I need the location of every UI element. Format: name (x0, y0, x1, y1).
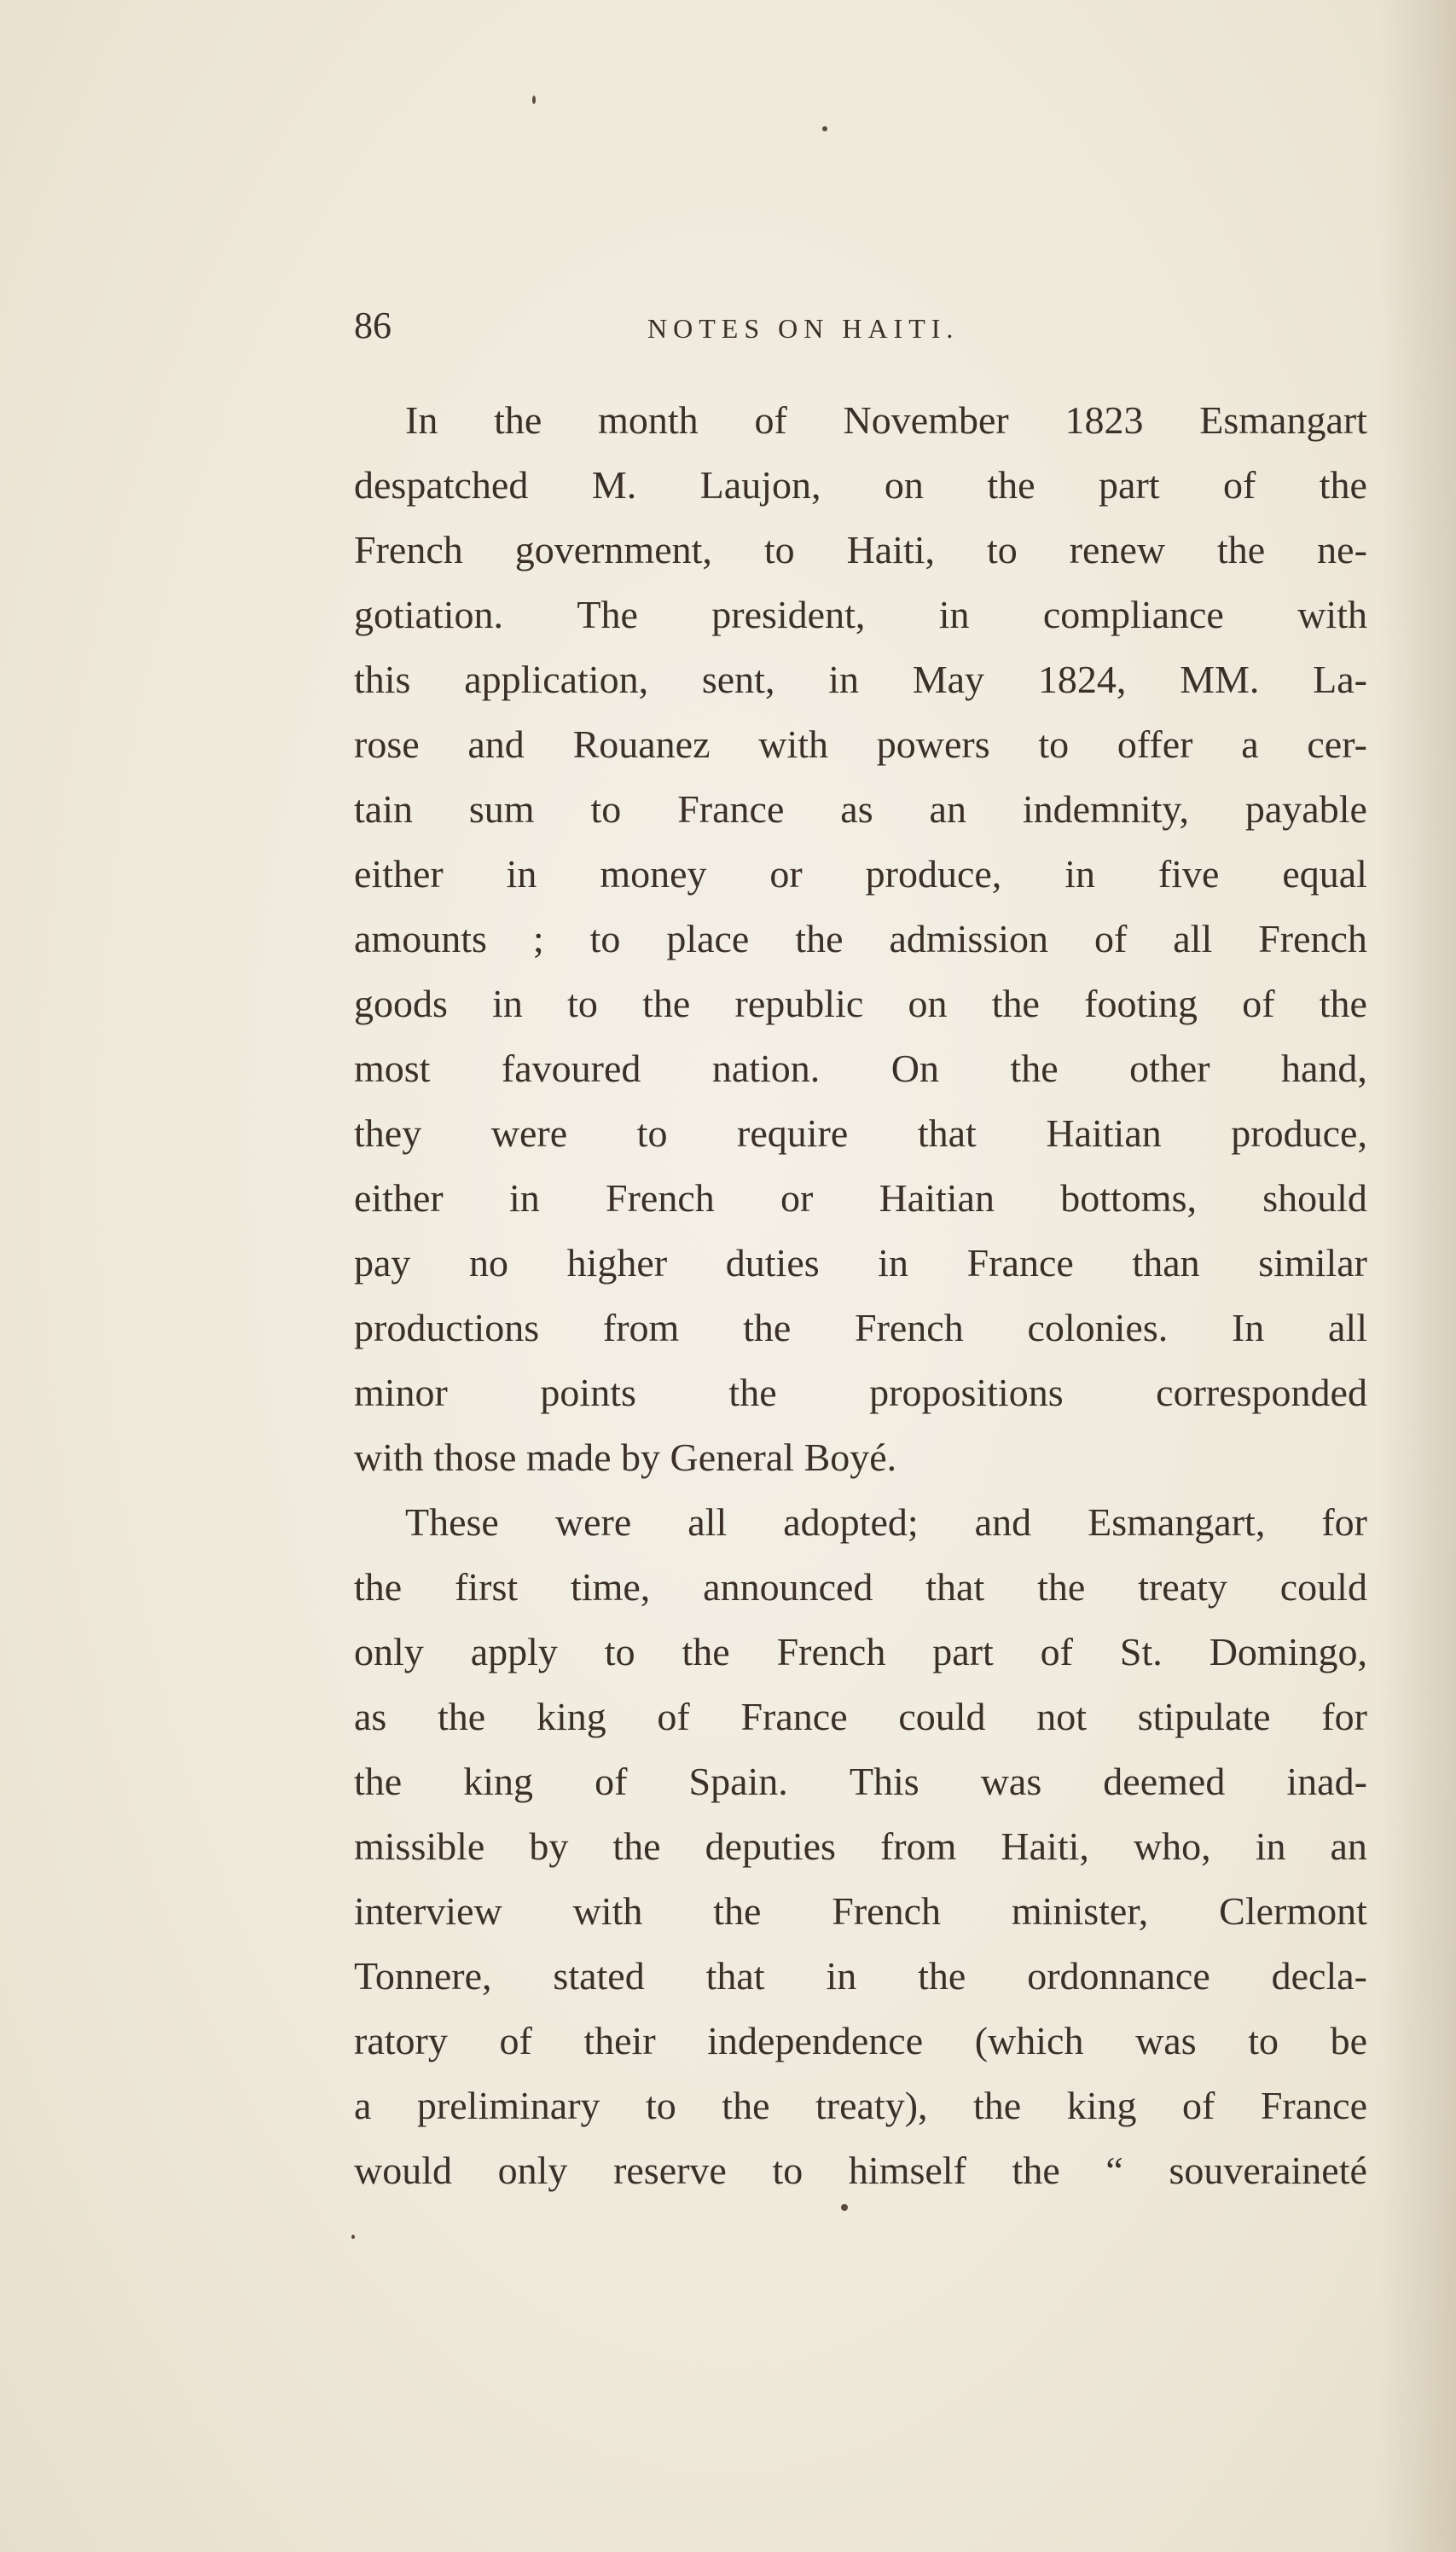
word: to (589, 917, 621, 960)
text-line (354, 518, 1367, 583)
word: himself (848, 2149, 966, 2192)
word: part (1099, 463, 1160, 507)
word: admission (889, 917, 1049, 960)
word: by (529, 1824, 569, 1868)
word: favoured (501, 1047, 641, 1090)
word: in (508, 1176, 540, 1220)
text-line (354, 1036, 1367, 1101)
word: who, (1133, 1824, 1211, 1868)
word: in (828, 658, 859, 701)
word: place (666, 917, 750, 960)
text-line (354, 1879, 1367, 1944)
running-head (354, 300, 1373, 351)
word: ratory (354, 2019, 448, 2062)
word: indemnity, (1022, 787, 1189, 831)
word: France (966, 1241, 1074, 1285)
word: their (583, 2019, 656, 2062)
word: higher (566, 1241, 668, 1285)
word: souveraineté (1169, 2149, 1367, 2192)
word: interview (354, 1889, 502, 1933)
word: the (1010, 1047, 1059, 1090)
running-title: NOTES ON HAITI. (647, 313, 960, 344)
word: French (854, 1306, 964, 1349)
word: from (602, 1306, 680, 1349)
word: a (354, 2084, 372, 2127)
word: in (1064, 852, 1095, 896)
word: to (1038, 722, 1070, 766)
word: only (497, 2149, 568, 2192)
word: that (917, 1111, 977, 1155)
word: for (1321, 1500, 1367, 1544)
word: of (1093, 917, 1128, 960)
word: produce, (1231, 1111, 1367, 1155)
word: treaty), (815, 2084, 928, 2127)
word: the (438, 1695, 486, 1738)
word: Rouanez (572, 722, 711, 766)
word: the (494, 398, 542, 442)
word: minister, (1011, 1889, 1149, 1933)
word: Clermont (1219, 1889, 1367, 1933)
word: offer (1117, 722, 1193, 766)
word: renew (1069, 528, 1166, 571)
word: On (890, 1047, 939, 1090)
word: reserve (613, 2149, 727, 2192)
word: to (567, 982, 598, 1025)
word: king (463, 1760, 534, 1803)
word: ; (532, 917, 544, 960)
word: month (598, 398, 699, 442)
word: powers (876, 722, 990, 766)
word: in (492, 982, 523, 1025)
word: not (1036, 1695, 1087, 1738)
word: require (737, 1111, 849, 1155)
word: goods (354, 982, 448, 1025)
word: MM. (1180, 658, 1260, 701)
text-line (354, 777, 1367, 842)
word: to (986, 528, 1018, 571)
word: nation. (711, 1047, 821, 1090)
word: money (600, 852, 707, 896)
word: sum (468, 787, 535, 831)
word: for (1321, 1695, 1367, 1738)
word: this (354, 658, 411, 701)
word: St. (1119, 1630, 1163, 1673)
word: to (604, 1630, 635, 1673)
word: the (612, 1824, 661, 1868)
word: pay (354, 1241, 411, 1285)
word: from (879, 1824, 957, 1868)
word: the (354, 1760, 403, 1803)
word: the (1319, 982, 1367, 1025)
word: Domingo, (1209, 1630, 1367, 1673)
word: other (1129, 1047, 1210, 1090)
word: a (1241, 722, 1259, 766)
word: deputies (705, 1824, 836, 1868)
word: 1823 (1064, 398, 1144, 442)
word: tain (354, 787, 413, 831)
text-line (354, 907, 1367, 972)
text-line (354, 1555, 1367, 1620)
word: as (840, 787, 873, 831)
word: November (843, 398, 1009, 442)
text-line (354, 1166, 1367, 1231)
text-line (354, 1101, 1367, 1166)
word: stated (553, 1954, 645, 1998)
word: the (991, 982, 1040, 1025)
body-text (354, 388, 1367, 2203)
word: In (405, 398, 438, 442)
word: was (980, 1760, 1042, 1803)
word: with (1297, 593, 1367, 636)
word: and (467, 722, 525, 766)
word: on (908, 982, 948, 1025)
word: to (772, 2149, 803, 2192)
ink-speck (822, 126, 827, 131)
word: bottoms, (1060, 1176, 1197, 1220)
word: with (758, 722, 829, 766)
word: gotiation. (354, 593, 504, 636)
word: These (405, 1500, 499, 1544)
word: cer- (1307, 722, 1367, 766)
word: an (929, 787, 966, 831)
text-line (354, 1944, 1367, 2009)
text-line (354, 972, 1367, 1036)
word: the (682, 1630, 730, 1673)
word: Tonnere, (354, 1954, 492, 1998)
word: an (1330, 1824, 1367, 1868)
word: of (1242, 982, 1275, 1025)
word: no (469, 1241, 509, 1285)
word: points (540, 1371, 636, 1414)
word: either (354, 852, 444, 896)
text-line (354, 1814, 1367, 1879)
word: be (1330, 2019, 1367, 2062)
word: in (878, 1241, 909, 1285)
word: to (646, 2084, 676, 2127)
word: 1824, (1037, 658, 1127, 701)
word: announced (703, 1565, 873, 1609)
text-line (354, 1231, 1367, 1296)
word: stipulate (1137, 1695, 1271, 1738)
page-number: 86 (354, 304, 392, 346)
word: the (642, 982, 691, 1025)
page-edge-shadow (1379, 0, 1456, 2552)
word: that (705, 1954, 765, 1998)
word: the (743, 1306, 792, 1349)
word: minor (354, 1371, 448, 1414)
word: all (687, 1500, 728, 1544)
text-line: with those made by General Boyé. (354, 1436, 897, 1479)
word: amounts (354, 917, 487, 960)
word: on (884, 463, 924, 507)
word: in (506, 852, 537, 896)
text-line (354, 842, 1367, 907)
word: despatched (354, 463, 529, 507)
word: part (932, 1630, 994, 1673)
word: Esmangart, (1088, 1500, 1266, 1544)
word: ordonnance (1027, 1954, 1210, 1998)
word: La- (1313, 658, 1367, 701)
word: were (490, 1111, 568, 1155)
word: all (1173, 917, 1213, 960)
text-line (354, 583, 1367, 647)
word: first (455, 1565, 519, 1609)
word: than (1132, 1241, 1200, 1285)
ink-speck (351, 2235, 355, 2239)
word: footing (1084, 982, 1198, 1025)
word: inad- (1286, 1760, 1367, 1803)
word: of (1182, 2084, 1215, 2127)
text-line (354, 2138, 1367, 2203)
word: could (1279, 1565, 1367, 1609)
word: similar (1258, 1241, 1367, 1285)
word: in (826, 1954, 857, 1998)
word: missible (354, 1824, 485, 1868)
word: the (987, 463, 1035, 507)
word: In (1231, 1306, 1265, 1349)
word: republic (734, 982, 864, 1025)
text-line (354, 1490, 1367, 1555)
word: they (354, 1111, 422, 1155)
word: payable (1244, 787, 1367, 831)
text-line (354, 1360, 1367, 1425)
word: the (1217, 528, 1266, 571)
word: productions (354, 1306, 540, 1349)
ink-speck (532, 96, 536, 104)
word: with (572, 1889, 643, 1933)
word: Laujon, (699, 463, 821, 507)
word: apply (470, 1630, 558, 1673)
word: decla- (1271, 1954, 1367, 1998)
text-line (354, 2009, 1367, 2074)
word: rose (354, 722, 420, 766)
word: all (1328, 1306, 1367, 1349)
word: president, (711, 593, 866, 636)
word: the (1012, 2149, 1060, 2192)
text-line (354, 1620, 1367, 1685)
word: to (590, 787, 622, 831)
word: king (1066, 2084, 1137, 2127)
ink-speck (841, 2204, 848, 2211)
word: the (713, 1889, 762, 1933)
word: as (354, 1695, 387, 1738)
text-line (354, 1296, 1367, 1360)
word: five (1157, 852, 1220, 896)
word: to (1248, 2019, 1279, 2062)
word: France (677, 787, 785, 831)
word: the (728, 1371, 777, 1414)
word: adopted; (783, 1500, 919, 1544)
word: the (1037, 1565, 1086, 1609)
word: the (795, 917, 844, 960)
text-line (354, 1749, 1367, 1814)
word: time, (571, 1565, 651, 1609)
word: corresponded (1156, 1371, 1367, 1414)
word: sent, (701, 658, 775, 701)
word: that (925, 1565, 985, 1609)
word: colonies. (1027, 1306, 1169, 1349)
word: of (1040, 1630, 1073, 1673)
word: propositions (869, 1371, 1064, 1414)
word: M. (591, 463, 637, 507)
word: to (636, 1111, 668, 1155)
word: the (1319, 463, 1367, 507)
text-line (354, 453, 1367, 518)
text-line (354, 712, 1367, 777)
word: to (763, 528, 795, 571)
word: only (354, 1630, 424, 1673)
word: either (354, 1176, 444, 1220)
word: in (1255, 1824, 1286, 1868)
word: Haitian (1046, 1111, 1162, 1155)
word: or (769, 852, 803, 896)
word: or (780, 1176, 814, 1220)
word: French (606, 1176, 715, 1220)
word: French (832, 1889, 942, 1933)
word: of (595, 1760, 628, 1803)
word: French (776, 1630, 886, 1673)
text-line (354, 2074, 1367, 2138)
word: Esmangart (1199, 398, 1367, 442)
word: ne- (1317, 528, 1367, 571)
word: the (354, 1565, 403, 1609)
word: deemed (1103, 1760, 1226, 1803)
word: This (849, 1760, 919, 1803)
word: of (1223, 463, 1256, 507)
text-line (354, 388, 1367, 453)
word: produce, (865, 852, 1002, 896)
word: (which (974, 2019, 1084, 2062)
word: the (722, 2084, 770, 2127)
word: French (354, 528, 463, 571)
word: Spain. (688, 1760, 788, 1803)
word: equal (1282, 852, 1367, 896)
word: could (898, 1695, 986, 1738)
word: independence (707, 2019, 924, 2062)
word: France (740, 1695, 848, 1738)
text-line (354, 647, 1367, 712)
word: of (657, 1695, 690, 1738)
word: king (536, 1695, 606, 1738)
word: Haitian (879, 1176, 995, 1220)
word: treaty (1138, 1565, 1227, 1609)
word: most (354, 1047, 431, 1090)
word: in (938, 593, 970, 636)
word: were (554, 1500, 632, 1544)
word: France (1260, 2084, 1367, 2127)
word: government, (514, 528, 712, 571)
word: of (754, 398, 787, 442)
word: The (577, 593, 638, 636)
word: preliminary (416, 2084, 600, 2127)
word: would (354, 2149, 452, 2192)
word: Haiti, (846, 528, 936, 571)
word: “ (1105, 2149, 1123, 2192)
word: the (918, 1954, 966, 1998)
word: duties (725, 1241, 820, 1285)
text-line (354, 1685, 1367, 1749)
word: Haiti, (1001, 1824, 1089, 1868)
word: May (912, 658, 985, 701)
word: compliance (1042, 593, 1224, 636)
word: application, (464, 658, 649, 701)
word: and (974, 1500, 1032, 1544)
word: the (973, 2084, 1022, 2127)
word: French (1258, 917, 1367, 960)
word: should (1262, 1176, 1367, 1220)
word: hand, (1281, 1047, 1367, 1090)
word: was (1135, 2019, 1197, 2062)
word: of (499, 2019, 532, 2062)
